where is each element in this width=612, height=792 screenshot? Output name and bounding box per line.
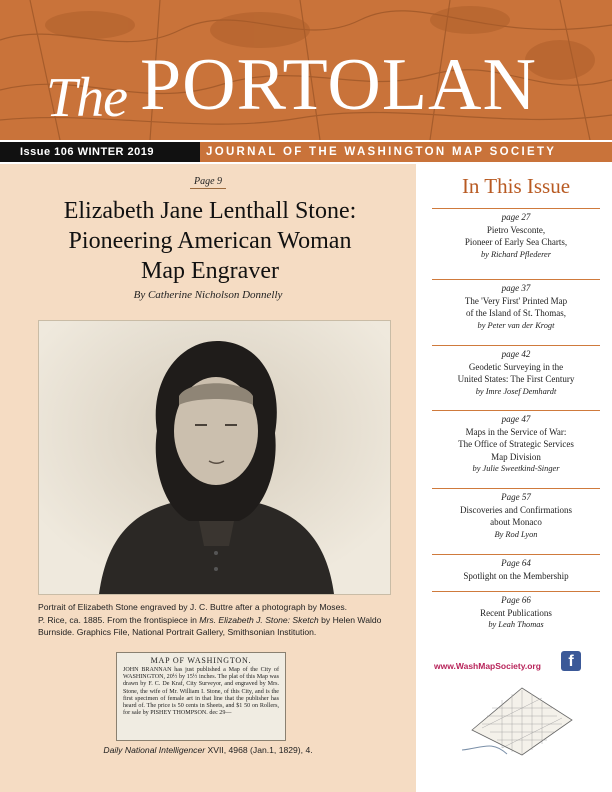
toc-entry-title-2: United States: The First Century xyxy=(457,374,575,384)
portrait-caption xyxy=(38,601,388,639)
newspaper-clipping xyxy=(116,652,286,741)
toc-entry-author: by Leah Thomas xyxy=(488,620,544,629)
toc-entry-page: Page 66 xyxy=(501,595,531,605)
toc-entry-author: By Rod Lyon xyxy=(494,529,538,539)
toc-entry-page: Page 64 xyxy=(501,558,531,568)
toc-divider xyxy=(432,345,600,346)
toc-entry-title-3: Map Division xyxy=(491,451,541,462)
caption-book-title: Mrs. Elizabeth J. Stone: Sketch xyxy=(199,614,319,625)
toc-divider xyxy=(432,279,600,280)
masthead-title-prefix: The xyxy=(46,67,127,129)
feature-headline xyxy=(40,196,380,286)
toc-entry-title-1: Discoveries and Confirmations xyxy=(460,504,572,515)
portrait-engraving xyxy=(38,320,391,595)
caption-line-3: by Helen Waldo xyxy=(318,614,382,625)
toc-heading: In This Issue xyxy=(461,174,571,198)
headline-line-1: Elizabeth Jane Lenthall Stone: xyxy=(63,198,357,224)
masthead xyxy=(0,0,612,140)
headline-line-2: Pioneering American Woman xyxy=(68,228,352,254)
website-link[interactable]: www.WashMapSociety.org xyxy=(434,661,541,671)
clipping-caption xyxy=(0,745,416,755)
caption-line-2: P. Rice, ca. 1885. From the frontispiece in xyxy=(38,614,200,625)
toc-entry-page: Page 57 xyxy=(501,492,531,502)
toc-entry-title-1: The 'Very First' Printed Map xyxy=(464,295,568,306)
feature-byline: By Catherine Nicholson Donnelly xyxy=(133,289,283,301)
toc-entry-1[interactable] xyxy=(428,211,604,261)
headline-line-3: Map Engraver xyxy=(141,258,279,284)
toc-divider xyxy=(432,488,600,489)
toc-entry-4[interactable] xyxy=(428,413,604,476)
caption-line-4: Burnside. Graphics File, National Portrait Gallery, Smithsonian Institution. xyxy=(38,627,317,637)
caption-line-1: Portrait of Elizabeth Stone engraved by J. C. Buttre after a photograph by Moses. xyxy=(38,602,348,612)
toc-divider xyxy=(432,208,600,209)
toc-entry-title-1: Geodetic Surveying in the xyxy=(468,361,564,372)
toc-entry-author: by Richard Pflederer xyxy=(480,249,552,259)
toc-entry-page: page 37 xyxy=(501,283,531,293)
clipping-caption-citation: XVII, 4968 (Jan.1, 1829), 4. xyxy=(205,745,313,755)
toc-entry-title-2: about Monaco xyxy=(490,517,542,527)
clipping-body: JOHN BRANNAN has just published a Map of the City of WASHINGTON, 20½ by 15½ inches. The plat of this Map was drawn by F. C. De Kraf, City Surveyor, and engraved by Mrs. Stone, the wife of Mr. William I. Stone, of this City, and is the first specimen of female art in that line that the publisher has heard of. The price is 50 cents in Sheets, and $1 50 on Rollers, for sale by PISHEY THOMPSON. dec 29— xyxy=(123,667,279,717)
washington-map-thumbnail xyxy=(462,680,582,760)
toc-entry-title-1: Maps in the Service of War: xyxy=(465,426,567,437)
clipping-title: MAP OF WASHINGTON. xyxy=(150,656,252,665)
toc-divider xyxy=(432,591,600,592)
masthead-title: PORTOLAN xyxy=(140,44,537,126)
toc-entry-2[interactable] xyxy=(428,282,604,332)
toc-entry-title-2: The Office of Strategic Services xyxy=(458,439,574,449)
toc-entry-title-2: of the Island of St. Thomas, xyxy=(465,308,567,318)
toc-entry-page: page 42 xyxy=(501,349,531,359)
toc-entry-author: by Imre Josef Demhardt xyxy=(475,386,557,396)
toc-entry-5[interactable] xyxy=(428,491,604,541)
toc-entry-title-1: Recent Publications xyxy=(480,607,552,618)
issue-label: Issue 106 WINTER 2019 xyxy=(0,142,200,162)
toc-entry-title-1: Pietro Vesconte, xyxy=(486,224,546,235)
clipping-caption-source: Daily National Intelligencer xyxy=(103,745,206,755)
toc-entry-page: page 47 xyxy=(501,414,531,424)
toc-entry-author: by Peter van der Krogt xyxy=(477,320,555,330)
toc-entry-author: by Julie Sweetkind-Singer xyxy=(472,464,560,473)
facebook-icon[interactable]: f xyxy=(561,651,581,671)
toc-entry-3[interactable] xyxy=(428,348,604,398)
toc-divider xyxy=(432,554,600,555)
toc-entry-title-2: Pioneer of Early Sea Charts, xyxy=(464,237,568,247)
issue-bar xyxy=(0,142,612,162)
journal-label: JOURNAL OF THE WASHINGTON MAP SOCIETY xyxy=(206,146,557,158)
toc-entry-title-1: Spotlight on the Membership xyxy=(463,570,569,581)
toc-divider xyxy=(432,410,600,411)
toc-entry-page: page 27 xyxy=(501,212,531,222)
toc-entry-6[interactable] xyxy=(428,557,604,582)
toc-entry-7[interactable] xyxy=(428,594,604,632)
feature-page-ref-text: Page 9 xyxy=(190,176,226,189)
feature-page-ref xyxy=(0,176,416,187)
